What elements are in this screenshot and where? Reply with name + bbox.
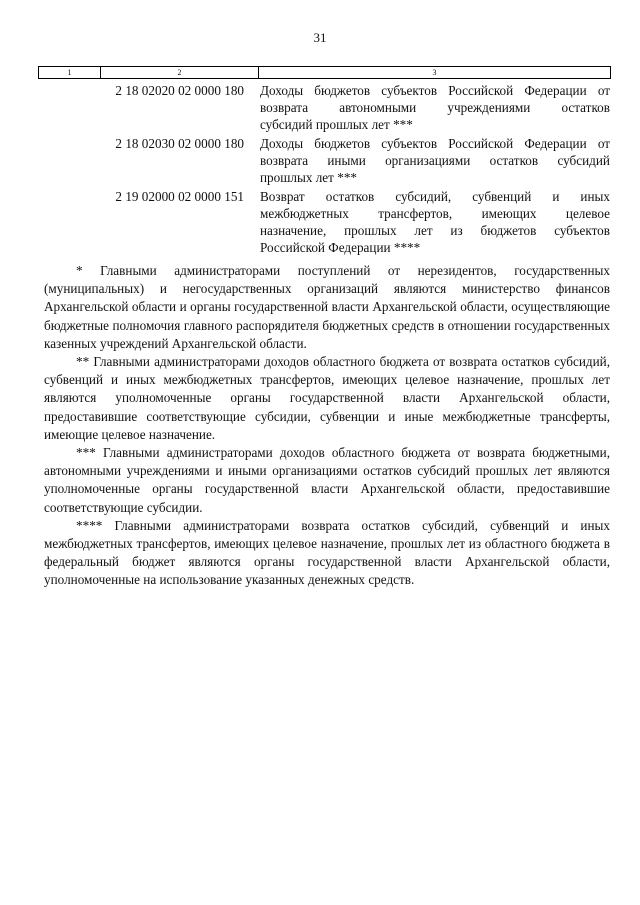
column-header-table — [38, 66, 611, 79]
revenue-description — [258, 82, 610, 133]
description-line: назначение, прошлых лет из бюджетов субъектов — [260, 223, 610, 238]
column-header-1: 1 — [39, 67, 101, 79]
table-row — [38, 82, 610, 133]
revenue-rows — [38, 82, 610, 258]
description-line: возврата иными организациями остатков субсидий — [260, 153, 610, 168]
description-line: субсидий прошлых лет *** — [260, 117, 413, 132]
revenue-code: 2 19 02000 02 0000 151 — [115, 189, 244, 204]
footnotes — [44, 262, 610, 590]
column-header-3: 3 — [259, 67, 611, 79]
revenue-code: 2 18 02030 02 0000 180 — [115, 136, 244, 151]
footnote: **** Главными администраторами возврата остатков субсидий, субвенций и иных межбюджетных трансфертов, имеющих целевое назначение, прошлых лет из областного бюджета в федеральный бюджет являются органы государственной власти Архангельской области, уполномоченные на использование указанных денежных средств. — [44, 517, 610, 588]
revenue-code: 2 18 02020 02 0000 180 — [115, 83, 244, 98]
description-line: Возврат остатков субсидий, субвенций и иных — [260, 189, 610, 204]
description-line: межбюджетных трансфертов, имеющих целевое — [260, 206, 610, 221]
description-line: прошлых лет *** — [260, 170, 358, 185]
revenue-description — [258, 188, 610, 256]
revenue-description — [258, 135, 610, 186]
description-line: Российской Федерации **** — [260, 240, 421, 255]
column-header-row — [39, 67, 611, 79]
column-header-2: 2 — [101, 67, 259, 79]
page-number: 31 — [313, 30, 327, 45]
description-line: Доходы бюджетов субъектов Российской Федерации от — [260, 83, 610, 98]
footnote: * Главными администраторами поступлений от нерезидентов, государственных (муниципальных) и негосударственных организаций являются министерство финансов Архангельской области и органы государственной власти Архангельской области, осуществляющие бюджетные полномочия главного распорядителя бюджетных средств в отношении государственных казенных учреждений Архангельской области. — [44, 263, 610, 351]
footnote: *** Главными администраторами доходов областного бюджета от возврата бюджетными, автономными учреждениями и иными организациями остатков субсидий прошлых лет являются уполномоченные органы государственной власти Архангельской области, предоставившие соответствующие субсидии. — [44, 445, 610, 515]
description-line: Доходы бюджетов субъектов Российской Федерации от — [260, 136, 610, 151]
table-row — [38, 188, 610, 256]
description-line: возврата автономными учреждениями остатков — [260, 100, 610, 115]
footnote: ** Главными администраторами доходов областного бюджета от возврата остатков субсидий, субвенций и иных межбюджетных трансфертов, имеющих целевое назначение, прошлых лет являются уполномоченные органы государственной власти Архангельской области, предоставившие соответствующие субсидии, субвенции и иные межбюджетные трансферты, имеющие целевое назначение. — [44, 354, 610, 442]
table-row — [38, 135, 610, 186]
